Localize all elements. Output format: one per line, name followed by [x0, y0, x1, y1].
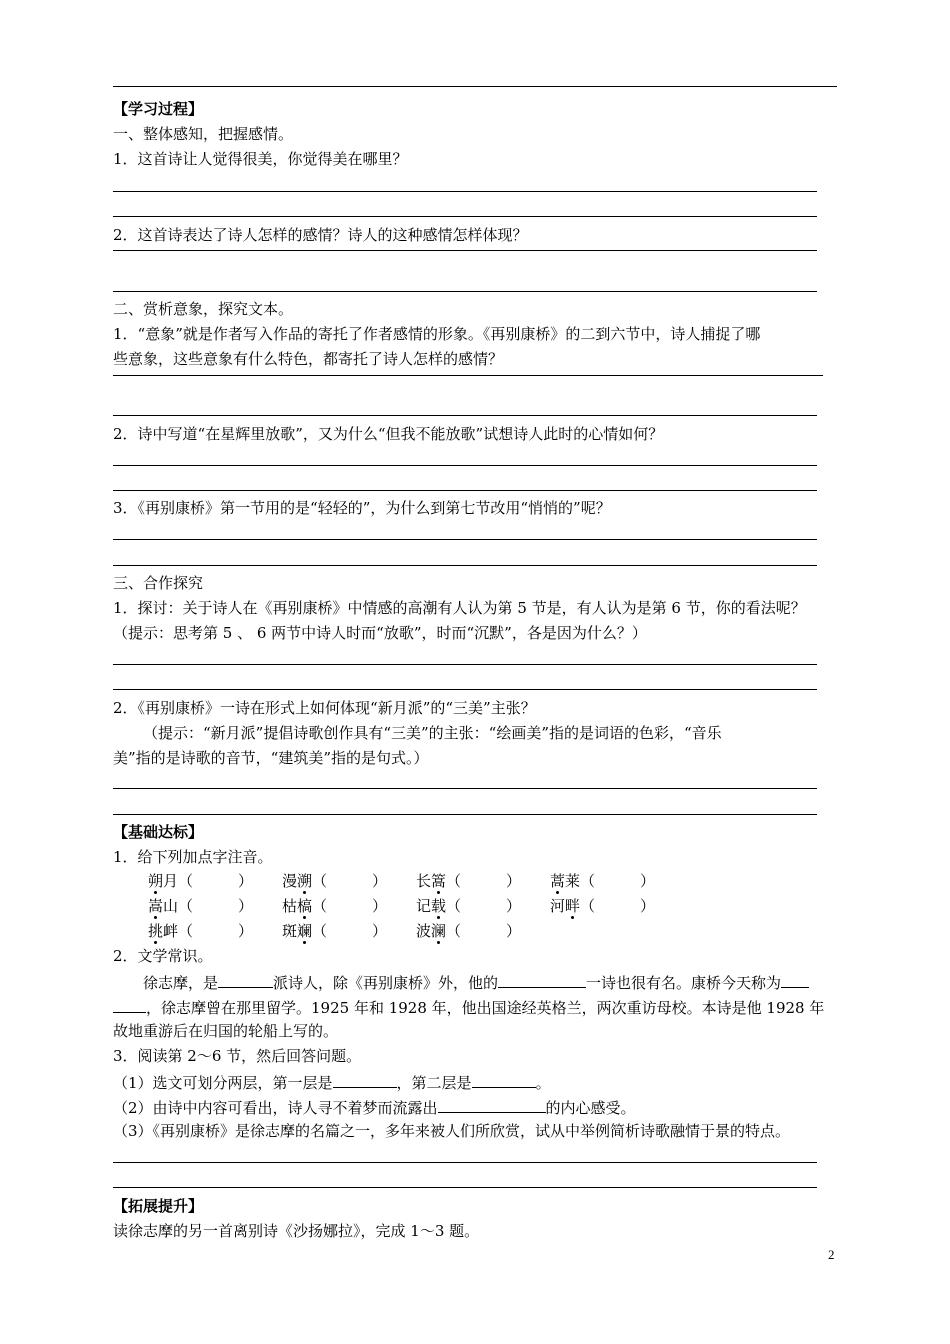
pinyin-item[interactable]: 波澜（ ） [416, 922, 522, 940]
answer-line[interactable] [113, 490, 817, 491]
dotted-char: 蒿 [550, 872, 566, 890]
answer-line[interactable] [113, 788, 817, 789]
fill-blank[interactable] [113, 996, 146, 1013]
fill-blank[interactable] [333, 1071, 397, 1088]
pinyin-item[interactable]: 斑斓（ ） [282, 922, 388, 940]
literature-line-2: ，徐志摩曾在那里留学。1925 年和 1928 年，他出国途经英格兰，两次重访母校。本诗是他 1928 年 [113, 996, 824, 1018]
dotted-char: 嵩 [148, 897, 164, 915]
pinyin-item[interactable]: 记载（ ） [416, 897, 522, 915]
dotted-char: 朔 [148, 872, 164, 890]
answer-line[interactable] [113, 375, 823, 376]
part1-question-2: 2．这首诗表达了诗人怎样的感情？诗人的这种感情怎样体现？ [113, 226, 528, 244]
section-title-extend: 【拓展提升】 [113, 1197, 204, 1215]
pinyin-item[interactable]: 长篙（ ） [416, 872, 522, 890]
pinyin-item[interactable]: 漫溯（ ） [282, 872, 388, 890]
part2-question-1-line2: 些意象，这些意象有什么特色，都寄托了诗人怎样的感情？ [113, 350, 504, 368]
pinyin-item[interactable]: 朔月（ ） [148, 872, 254, 890]
answer-line[interactable] [113, 291, 817, 292]
basic-question-3-3: （3）《再别康桥》是徐志摩的名篇之一，多年来被人们所欣赏，试从中举例简析诗歌融情于景的特点。 [113, 1122, 791, 1140]
part2-question-3: 3．《再别康桥》第一节用的是“轻轻的”，为什么到第七节改用“悄悄的”呢？ [113, 499, 611, 517]
basic-question-1: 1．给下列加点字注音。 [113, 848, 273, 866]
pinyin-item[interactable]: 枯槁（ ） [282, 897, 388, 915]
answer-line[interactable] [113, 814, 817, 815]
part3-question-2-hint-line2: 美”指的是诗歌的音节，“建筑美”指的是句式。） [113, 749, 429, 767]
part3-question-2-hint-line1: （提示：“新月派”提倡诗歌创作具有“三美”的主张：“绘画美”指的是词语的色彩，“音乐 [143, 724, 722, 742]
answer-line[interactable] [113, 689, 817, 690]
part2-heading: 二、赏析意象，探究文本。 [113, 300, 294, 318]
answer-line[interactable] [113, 539, 817, 540]
answer-line[interactable] [113, 250, 817, 251]
dotted-char: 篙 [431, 872, 447, 890]
section-title-process: 【学习过程】 [113, 100, 204, 118]
answer-line[interactable] [113, 191, 817, 192]
fill-blank[interactable] [472, 1071, 536, 1088]
basic-question-3: 3．阅读第 2～6 节，然后回答问题。 [113, 1047, 362, 1065]
basic-question-3-1: （1）选文可划分两层，第一层是 ，第二层是 。 [113, 1071, 551, 1093]
part2-question-1-line1: 1．“意象”就是作者写入作品的寄托了作者感情的形象。《再别康桥》的二到六节中，诗人捕捉了哪 [113, 325, 761, 343]
page-number: 2 [828, 1247, 835, 1262]
dotted-char: 载 [431, 897, 447, 915]
answer-line[interactable] [113, 1162, 817, 1163]
fill-blank[interactable] [498, 971, 586, 988]
part1-question-1: 1．这首诗让人觉得很美，你觉得美在哪里？ [113, 150, 408, 168]
extend-instruction: 读徐志摩的另一首离别诗《沙扬娜拉》，完成 1～3 题。 [113, 1222, 480, 1240]
dotted-char: 斓 [297, 922, 313, 940]
dotted-char: 挑 [148, 922, 164, 940]
answer-line[interactable] [113, 565, 817, 566]
literature-line-1: 徐志摩，是 派诗人，除《再别康桥》外，他的 一诗也很有名。康桥今天称为 [143, 971, 809, 993]
part2-question-2: 2．诗中写道“在星辉里放歌”，又为什么“但我不能放歌”试想诗人此时的心情如何？ [113, 425, 664, 443]
dotted-char: 槁 [297, 897, 313, 915]
basic-question-3-2: （2）由诗中内容可看出，诗人寻不着梦而流露出 的内心感受。 [113, 1096, 636, 1118]
pinyin-item[interactable]: 蒿莱（ ） [550, 872, 656, 890]
part1-heading: 一、整体感知，把握感情。 [113, 125, 294, 143]
literature-line-3: 故地重游后在归国的轮船上写的。 [113, 1022, 339, 1040]
part3-question-1-hint: （提示：思考第 5 、 6 两节中诗人时而“放歌”，时而“沉默”，各是因为什么？） [113, 624, 647, 642]
fill-blank[interactable] [218, 971, 273, 988]
answer-line[interactable] [113, 415, 817, 416]
fill-blank[interactable] [781, 971, 809, 988]
fill-blank[interactable] [438, 1096, 546, 1113]
pinyin-item[interactable]: 河畔（ ） [550, 897, 656, 915]
answer-line[interactable] [113, 216, 817, 217]
basic-question-2: 2．文学常识。 [113, 947, 213, 965]
answer-line[interactable] [113, 1187, 817, 1188]
answer-line[interactable] [113, 664, 817, 665]
part3-heading: 三、合作探究 [113, 574, 204, 592]
answer-line[interactable] [113, 465, 817, 466]
dotted-char: 澜 [431, 922, 447, 940]
dotted-char: 溯 [297, 872, 313, 890]
dotted-char: 畔 [565, 897, 581, 915]
section-title-basic: 【基础达标】 [113, 823, 204, 841]
pinyin-item[interactable]: 挑衅（ ） [148, 922, 254, 940]
part3-question-1-line1: 1．探讨：关于诗人在《再别康桥》中情感的高潮有人认为第 5 节是，有人认为是第 6 节，你的看法呢？ [113, 599, 806, 617]
pinyin-item[interactable]: 嵩山（ ） [148, 897, 254, 915]
part3-question-2: 2．《再别康桥》一诗在形式上如何体现“新月派”的“三美”主张？ [113, 699, 536, 717]
header-rule [113, 86, 837, 87]
